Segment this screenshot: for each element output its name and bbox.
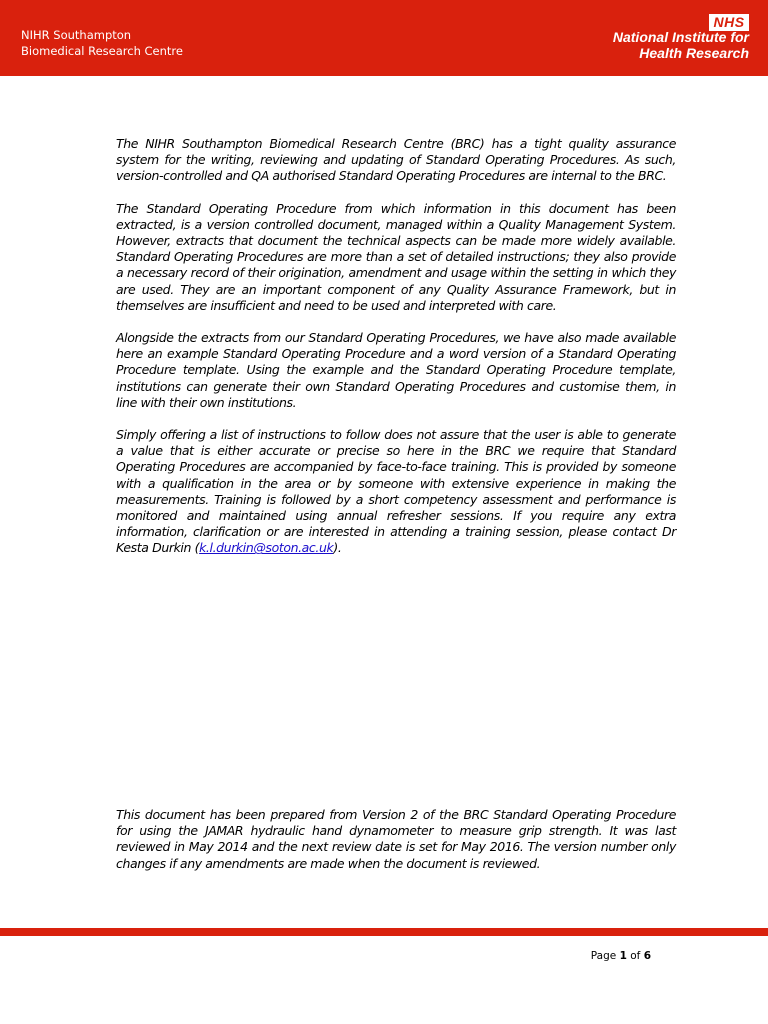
body-paragraph-4 [116, 427, 676, 557]
of-label: of [630, 950, 641, 962]
page-number [591, 949, 651, 963]
email-close-paren: ). [333, 540, 342, 556]
body-paragraph-2: The Standard Operating Procedure from which information in this document has been extracted, is a version controlled document, managed within a Quality Management System. However, extracts that document the technical aspects can be made more widely available. Standard Operating Procedures are more than a set of detailed instructions; they also provide a necessary record of their origination, amendment and usage within the setting in which they are used. They are an important component of any Quality Assurance Framework, but in themselves are insufficient and need to be used and interpreted with care. [116, 200, 676, 313]
body-paragraph-4-text: Simply offering a list of instructions to follow does not assure that the user is able to generate a value that is either accurate or precise so here in the BRC we require that Standard Operating Procedures are accompanied by face-to-face training. This is provided by someone with a qualification in the area or by someone with extensive experience in making the measurements. Training is followed by a short competency assessment and performance is monitored and maintained using annual refresher sessions. If you require any extra information, clarification or are interested in attending a training session, please contact Dr Kesta Durkin [116, 427, 676, 556]
nhs-logo: NHS [709, 14, 749, 31]
total-pages: 6 [643, 950, 651, 962]
current-page: 1 [619, 950, 627, 962]
footer-divider [0, 928, 768, 936]
page-label: Page [590, 950, 617, 962]
nihr-name-line1: National Institute for [612, 29, 749, 45]
page-header [0, 0, 768, 76]
nihr-logo-text [613, 29, 749, 61]
contact-email-link[interactable]: k.l.durkin@soton.ac.uk [199, 540, 334, 556]
version-note: This document has been prepared from Version 2 of the BRC Standard Operating Procedure for using the JAMAR hydraulic hand dynamometer to measure grip strength. It was last reviewed in May 2014 and the next review date is set for May 2016. The version number only changes if any amendments are made when the document is reviewed. [116, 807, 676, 871]
body-paragraph-3: Alongside the extracts from our Standard Operating Procedures, we have also made available here an example Standard Operating Procedure and a word version of a Standard Operating Procedure template. Using the example and the Standard Operating Procedure template, institutions can generate their own Standard Operating Procedures and customise them, in line with their own institutions. [116, 330, 676, 410]
brc-name-line2: Biomedical Research Centre [21, 44, 183, 58]
brc-name-line1: NIHR Southampton [21, 28, 132, 42]
nihr-name-line2: Health Research [639, 45, 749, 61]
body-paragraph-1: The NIHR Southampton Biomedical Research Centre (BRC) has a tight quality assurance system for the writing, reviewing and updating of Standard Operating Procedures. As such, version-controlled and QA authorised Standard Operating Procedures are internal to the BRC. [116, 136, 676, 184]
brc-name [21, 27, 183, 59]
document-body [116, 136, 676, 573]
email-open-paren: ( [194, 540, 200, 556]
